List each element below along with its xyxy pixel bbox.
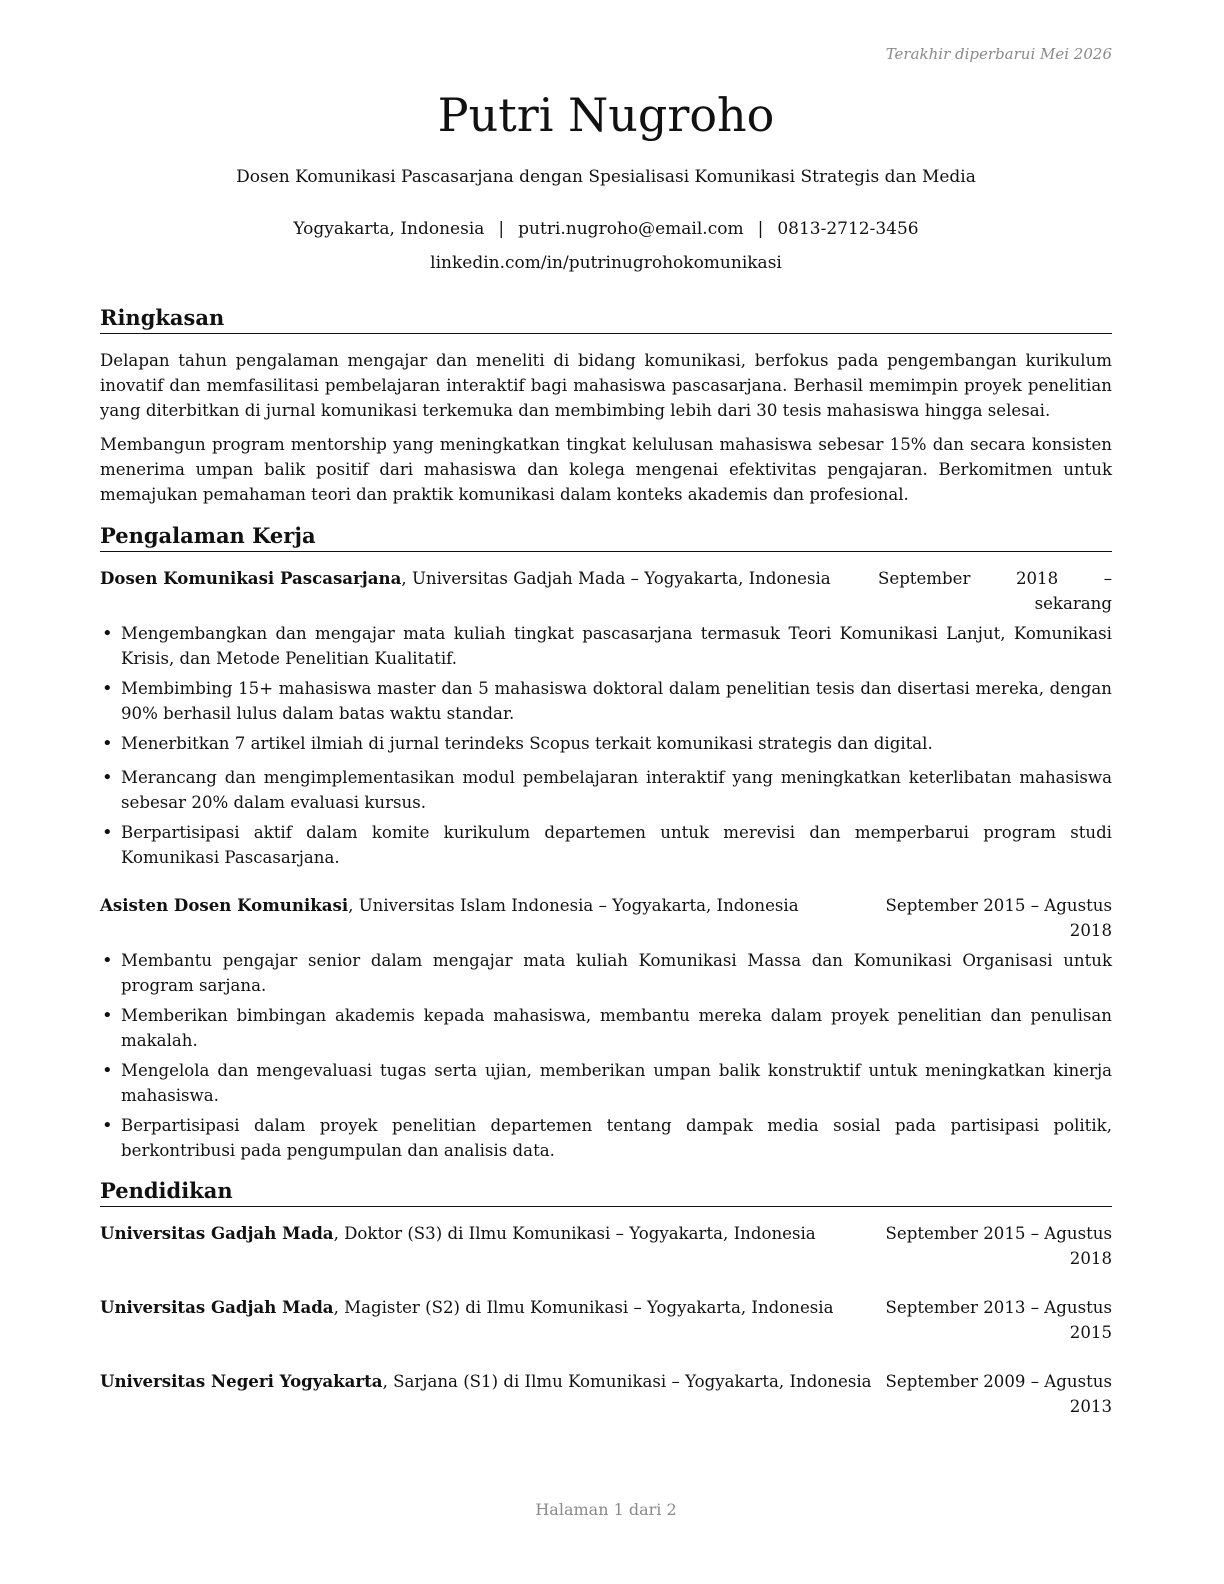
last-updated-note: Terakhir diperbarui Mei 2026 bbox=[885, 45, 1112, 63]
job-header bbox=[100, 893, 1112, 943]
list-item: • Mengembangkan dan mengajar mata kuliah tingkat pascasarjana termasuk Teori Komunikasi Lanjut, Komunikasi Krisis, dan Metode Penelitian Kualitatif. bbox=[100, 621, 1112, 671]
education-item bbox=[100, 1221, 1112, 1271]
job-dates: September 2015 – Agustus 2018 bbox=[885, 896, 1112, 940]
job-bullet-list bbox=[100, 621, 1112, 875]
degree-text: , Magister (S2) di Ilmu Komunikasi – Yogyakarta, Indonesia bbox=[333, 1298, 834, 1317]
education-dates: September 2015 – Agustus 2018 bbox=[885, 1224, 1112, 1268]
school-name: Universitas Gadjah Mada bbox=[100, 1223, 334, 1243]
contact-separator: | bbox=[498, 219, 505, 239]
list-item: • Membimbing 15+ mahasiswa master dan 5 mahasiswa doktoral dalam penelitian tesis dan disertasi mereka, dengan 90% berhasil lulus dalam batas waktu standar. bbox=[100, 676, 1112, 726]
resume-name: Putri Nugroho bbox=[437, 88, 775, 142]
section-title-experience: Pengalaman Kerja bbox=[100, 523, 1112, 552]
list-item: • Membantu pengajar senior dalam mengajar mata kuliah Komunikasi Massa dan Komunikasi Organisasi untuk program sarjana. bbox=[100, 948, 1112, 998]
summary-paragraph: Delapan tahun pengalaman mengajar dan meneliti di bidang komunikasi, berfokus pada pengembangan kurikulum inovatif dan memfasilitasi pembelajaran interaktif bagi mahasiswa pascasarjana. Berhasil memimpin proyek penelitian yang diterbitkan di jurnal komunikasi terkemuka dan membimbing lebih dari 30 tesis mahasiswa hingga selesai. bbox=[100, 351, 1112, 420]
phone-text: 0813-2712-3456 bbox=[777, 219, 919, 239]
contact-separator: | bbox=[757, 219, 764, 239]
job-bullet-list bbox=[100, 948, 1112, 1168]
email-link[interactable]: putri.nugroho@email.com bbox=[518, 219, 744, 239]
list-item: • Menerbitkan 7 artikel ilmiah di jurnal terindeks Scopus terkait komunikasi strategis dan digital. bbox=[100, 731, 1112, 756]
page-number: Halaman 1 dari 2 bbox=[535, 1500, 677, 1519]
list-item: • Merancang dan mengimplementasikan modul pembelajaran interaktif yang meningkatkan keterlibatan mahasiswa sebesar 20% dalam evaluasi kursus. bbox=[100, 765, 1112, 815]
education-dates: September 2013 – Agustus 2015 bbox=[885, 1298, 1112, 1342]
education-dates: September 2009 – Agustus 2013 bbox=[885, 1372, 1112, 1416]
degree-text: , Sarjana (S1) di Ilmu Komunikasi – Yogyakarta, Indonesia bbox=[382, 1372, 872, 1391]
education-line bbox=[100, 1369, 890, 1394]
section-title-summary: Ringkasan bbox=[100, 305, 1112, 334]
school-name: Universitas Gadjah Mada bbox=[100, 1297, 334, 1317]
section-title-education: Pendidikan bbox=[100, 1178, 1112, 1207]
job-role: Asisten Dosen Komunikasi bbox=[100, 895, 349, 915]
job-org: , Universitas Islam Indonesia – Yogyakarta, Indonesia bbox=[348, 896, 799, 915]
job-dates: September 2018 – sekarang bbox=[878, 569, 1112, 613]
job-header bbox=[100, 566, 1112, 616]
summary-paragraph: Membangun program mentorship yang meningkatkan tingkat kelulusan mahasiswa sebesar 15% dan secara konsisten menerima umpan balik positif dari mahasiswa dan kolega mengenai efektivitas pengajaran. Berkomitmen untuk memajukan pemahaman teori dan praktik komunikasi dalam konteks akademis dan profesional. bbox=[100, 435, 1112, 504]
list-item: • Mengelola dan mengevaluasi tugas serta ujian, memberikan umpan balik konstruktif untuk meningkatkan kinerja mahasiswa. bbox=[100, 1058, 1112, 1108]
list-item: • Berpartisipasi aktif dalam komite kurikulum departemen untuk merevisi dan memperbarui program studi Komunikasi Pascasarjana. bbox=[100, 820, 1112, 870]
location-text: Yogyakarta, Indonesia bbox=[293, 219, 485, 239]
education-item bbox=[100, 1295, 1112, 1345]
degree-text: , Doktor (S3) di Ilmu Komunikasi – Yogyakarta, Indonesia bbox=[333, 1224, 816, 1243]
contact-line bbox=[0, 219, 1212, 239]
school-name: Universitas Negeri Yogyakarta bbox=[100, 1371, 383, 1391]
list-item: • Memberikan bimbingan akademis kepada mahasiswa, membantu mereka dalam proyek penelitian dan penulisan makalah. bbox=[100, 1003, 1112, 1053]
education-line bbox=[100, 1221, 870, 1246]
education-item bbox=[100, 1369, 1112, 1419]
job-title-line bbox=[100, 566, 870, 591]
linkedin-link[interactable]: linkedin.com/in/putrinugrohokomunikasi bbox=[430, 253, 782, 273]
list-item: • Berpartisipasi dalam proyek penelitian departemen tentang dampak media sosial pada partisipasi politik, berkontribusi pada pengumpulan dan analisis data. bbox=[100, 1113, 1112, 1163]
job-role: Dosen Komunikasi Pascasarjana bbox=[100, 568, 402, 588]
job-title-line bbox=[100, 893, 870, 918]
job-org: , Universitas Gadjah Mada – Yogyakarta, Indonesia bbox=[401, 569, 831, 588]
resume-tagline: Dosen Komunikasi Pascasarjana dengan Spesialisasi Komunikasi Strategis dan Media bbox=[236, 167, 976, 187]
education-line bbox=[100, 1295, 870, 1320]
